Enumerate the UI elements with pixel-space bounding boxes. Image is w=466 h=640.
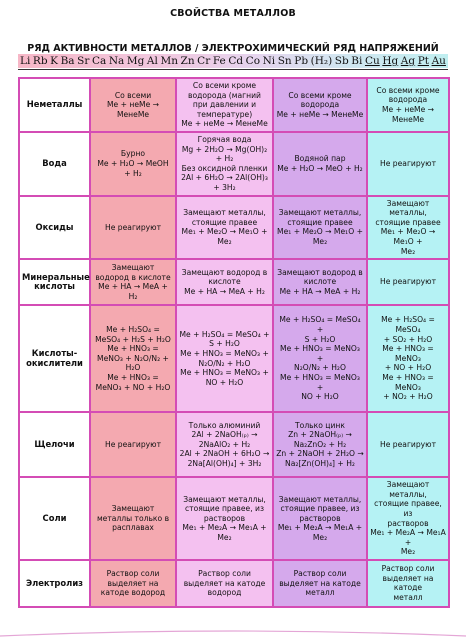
table-cell: Не реагируют	[90, 196, 176, 260]
table-cell: Бурно Me + H₂O → MeOH + H₂	[90, 132, 176, 196]
table-cell: Замещают водород в кислоте Me + HA → MeA + H₂	[176, 259, 273, 305]
row-header: Минеральные кислоты	[19, 259, 90, 305]
series-metal: K	[50, 55, 58, 67]
series-metal: Au	[431, 55, 446, 67]
table-row	[19, 196, 449, 260]
row-header: Вода	[19, 132, 90, 196]
table-cell: Раствор соли выделяет на катоде водород	[90, 560, 176, 607]
series-metal: Zn	[180, 55, 195, 67]
table-cell: Замещают металлы только в расплавах	[90, 477, 176, 560]
table-cell: Со всеми кроме водорода Me + неMe → MeнеMe	[367, 78, 449, 132]
series-metal: Ag	[400, 55, 416, 67]
row-header: Оксиды	[19, 196, 90, 260]
series-metal: Sn	[277, 55, 292, 67]
series-metal: Li	[20, 55, 31, 67]
row-header: Щелочи	[19, 412, 90, 477]
row-header: Электролиз	[19, 560, 90, 607]
footer-decoration	[0, 628, 466, 640]
row-header: Неметаллы	[19, 78, 90, 132]
table-cell: Не реагируют	[367, 412, 449, 477]
series-metal: Rb	[32, 55, 48, 67]
row-header: Кислоты- окислители	[19, 305, 90, 412]
table-cell: Со всеми Me + неMe → MeнеMe	[90, 78, 176, 132]
table-row	[19, 78, 449, 132]
series-metal: Ba	[60, 55, 75, 67]
table-cell: Me + H₂SO₄ = MeSO₄ + H₂S + H₂O Me + HNO₃ = MeNO₃ + N₂O/N₂ + H₂O Me + HNO₃ = MeNO₃ + NO + H₂O	[90, 305, 176, 412]
table-cell: Раствор соли выделяет на катоде металл	[367, 560, 449, 607]
table-cell: Только цинк Zn + 2NaOH₍ₚ₎ → Na₂ZnO₂ + H₂ Zn + 2NaOH + 2H₂O → Na₂[Zn(OH)₄] + H₂	[273, 412, 367, 477]
series-metal: Mg	[126, 55, 145, 67]
table-row	[19, 560, 449, 607]
table-cell: Замещают металлы, стоящие правее Me₁ + Me₂O → Me₁O + Me₂	[367, 196, 449, 260]
table-cell: Me + H₂SO₄ = MeSO₄ + SO₂ + H₂O Me + HNO₃ = MeNO₃ + NO + H₂O Me + HNO₃ = MeNO₃ + NO₂ + H₂O	[367, 305, 449, 412]
table-cell: Со всеми кроме водорода (магний при давлении и температуре) Me + неMe → MeнеMe	[176, 78, 273, 132]
table-row	[19, 412, 449, 477]
table-cell: Не реагируют	[367, 259, 449, 305]
table-cell: Раствор соли выделяет на катоде водород	[176, 560, 273, 607]
table-cell: Замещают металлы, стоящие правее Me₁ + Me₂O → Me₁O + Me₂	[273, 196, 367, 260]
series-metal: Cd	[228, 55, 244, 67]
series-metal: Co	[245, 55, 261, 67]
series-metal: Sb	[334, 55, 349, 67]
table-cell: Раствор соли выделяет на катоде металл	[273, 560, 367, 607]
table-cell: Со всеми кроме водорода Me + неMe → MeнеMe	[273, 78, 367, 132]
table-cell: Горячая вода Mg + 2H₂O → Mg(OH)₂ + H₂ Без оксидной пленки 2Al + 6H₂O → 2Al(OH)₃ + 3H₂	[176, 132, 273, 196]
series-metal: Sr	[77, 55, 90, 67]
series-metal: Cr	[197, 55, 211, 67]
section-subtitle: РЯД АКТИВНОСТИ МЕТАЛЛОВ / ЭЛЕКТРОХИМИЧЕСКИЙ РЯД НАПРЯЖЕНИЙ	[27, 43, 439, 54]
table-row	[19, 259, 449, 305]
page-title: СВОЙСТВА МЕТАЛЛОВ	[170, 8, 296, 19]
series-metal: Cu	[364, 55, 380, 67]
table-cell: Водяной пар Me + H₂O → MeO + H₂	[273, 132, 367, 196]
series-metal: Ca	[91, 55, 107, 67]
series-metal: Pt	[417, 55, 429, 67]
properties-table	[18, 77, 450, 608]
series-metal: Hg	[382, 55, 399, 67]
activity-series	[18, 54, 448, 68]
table-cell: Не реагируют	[90, 412, 176, 477]
series-metal: (H₂)	[310, 55, 333, 67]
table-cell: Замещают металлы, стоящие правее Me₁ + Me₂O → Me₁O + Me₂	[176, 196, 273, 260]
table-cell: Замещают водород в кислоте Me + HA → MeA + H₂	[90, 259, 176, 305]
series-metal: Na	[108, 55, 125, 67]
row-header: Соли	[19, 477, 90, 560]
table-cell: Замещают металлы, стоящие правее, из растворов Me₁ + Me₂A → Me₁A + Me₂	[367, 477, 449, 560]
series-metal: Ni	[262, 55, 276, 67]
table-cell: Замещают металлы, стоящие правее, из растворов Me₁ + Me₂A → Me₁A + Me₂	[176, 477, 273, 560]
table-cell: Замещают металлы, стоящие правее, из растворов Me₁ + Me₂A → Me₁A + Me₂	[273, 477, 367, 560]
table-row	[19, 305, 449, 412]
series-underline	[18, 69, 448, 70]
table-cell: Замещают водород в кислоте Me + HA → MeA + H₂	[273, 259, 367, 305]
table-cell: Me + H₂SO₄ = MeSO₄ + S + H₂O Me + HNO₃ = MeNO₃ + N₂O/N₂ + H₂O Me + HNO₃ = MeNO₃ + NO + H₂O	[176, 305, 273, 412]
series-metal: Bi	[351, 55, 363, 67]
series-metal: Al	[146, 55, 158, 67]
table-row	[19, 477, 449, 560]
table-cell: Только алюминий 2Al + 2NaOH₍ₚ₎ → 2NaAlO₂ + H₂ 2Al + 2NaOH + 6H₂O → 2Na[Al(OH)₄] + 3H₂	[176, 412, 273, 477]
table-row	[19, 132, 449, 196]
series-metal: Fe	[212, 55, 226, 67]
table-cell: Не реагируют	[367, 132, 449, 196]
table-cell: Me + H₂SO₄ = MeSO₄ + S + H₂O Me + HNO₃ = MeNO₃ + N₂O/N₂ + H₂O Me + HNO₃ = MeNO₃ + NO + H₂O	[273, 305, 367, 412]
series-metal: Pb	[294, 55, 309, 67]
series-metal: Mn	[160, 55, 178, 67]
